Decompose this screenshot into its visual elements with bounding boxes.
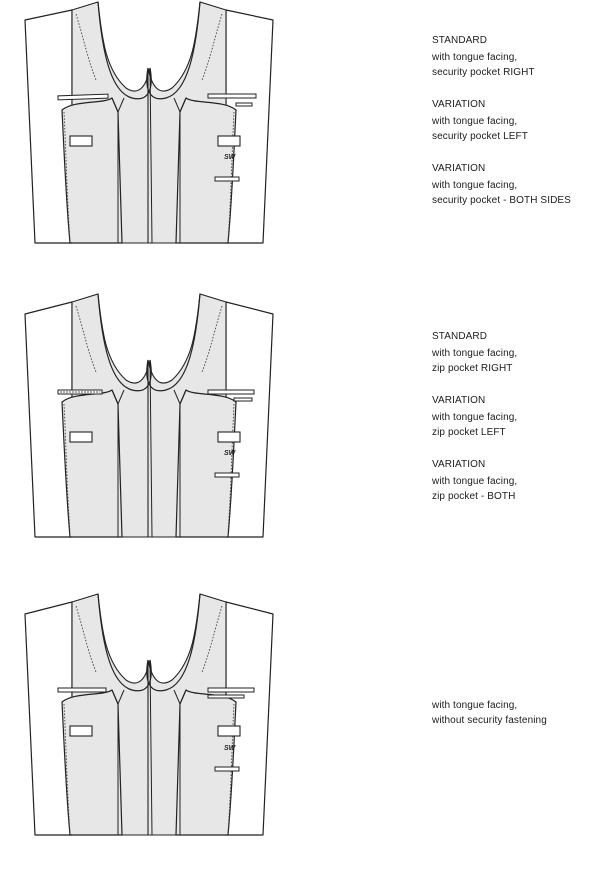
option-line: with tongue facing, (432, 348, 518, 359)
security-pocket-welt (236, 103, 252, 106)
option-title: STANDARD (432, 35, 488, 46)
jacket-interior-illustration (0, 292, 300, 542)
panel-security-pocket (0, 0, 598, 280)
option-variation (432, 161, 592, 208)
inner-pocket-left (70, 726, 92, 736)
option-list (432, 33, 592, 225)
inner-pocket-right (218, 726, 240, 736)
label-logo: SW (224, 745, 236, 752)
option-line: security pocket - BOTH SIDES (432, 195, 571, 206)
jacket-interior-illustration (0, 0, 300, 250)
option-line: with tongue facing, (432, 412, 518, 423)
inner-pocket-right (218, 136, 240, 146)
option-line: zip pocket LEFT (432, 427, 506, 438)
option-line: with tongue facing, (432, 476, 518, 487)
jacket-interior-illustration (0, 592, 300, 842)
option-variation (432, 393, 592, 440)
option-standard (432, 33, 592, 80)
option-line: security pocket RIGHT (432, 67, 535, 78)
option-title: VARIATION (432, 395, 486, 406)
option-line: zip pocket - BOTH (432, 491, 516, 502)
option-line: with tongue facing, (432, 700, 518, 711)
label-logo: SW (224, 154, 236, 161)
lower-pocket-welt (215, 473, 239, 477)
option-line: without security fastening (432, 715, 547, 726)
option-line: zip pocket RIGHT (432, 363, 513, 374)
option-title: STANDARD (432, 331, 488, 342)
inner-pocket-right (218, 432, 240, 442)
option-variation (432, 457, 592, 504)
lower-pocket-welt (215, 177, 239, 181)
option-standard (432, 329, 592, 376)
option-list (432, 698, 592, 745)
inner-pocket-left (70, 432, 92, 442)
welt-pocket-right (208, 94, 256, 98)
option-title: VARIATION (432, 459, 486, 470)
label-logo: SW (224, 450, 236, 457)
option-list (432, 329, 592, 521)
option-title: VARIATION (432, 163, 486, 174)
option-title: VARIATION (432, 99, 486, 110)
welt-pocket-right (208, 390, 254, 394)
option-description (432, 698, 592, 728)
option-line: with tongue facing, (432, 116, 518, 127)
inner-pocket-left (70, 136, 92, 146)
zip-pocket-right (234, 398, 252, 401)
option-line: with tongue facing, (432, 52, 518, 63)
panel-no-fastening (0, 592, 598, 872)
welt-pocket-left (58, 688, 106, 692)
lower-pocket-welt (215, 767, 239, 771)
welt-pocket-right-lower (208, 695, 244, 698)
option-variation (432, 97, 592, 144)
panel-zip-pocket (0, 292, 598, 572)
welt-pocket-right (208, 688, 254, 692)
option-line: security pocket LEFT (432, 131, 528, 142)
option-line: with tongue facing, (432, 180, 518, 191)
